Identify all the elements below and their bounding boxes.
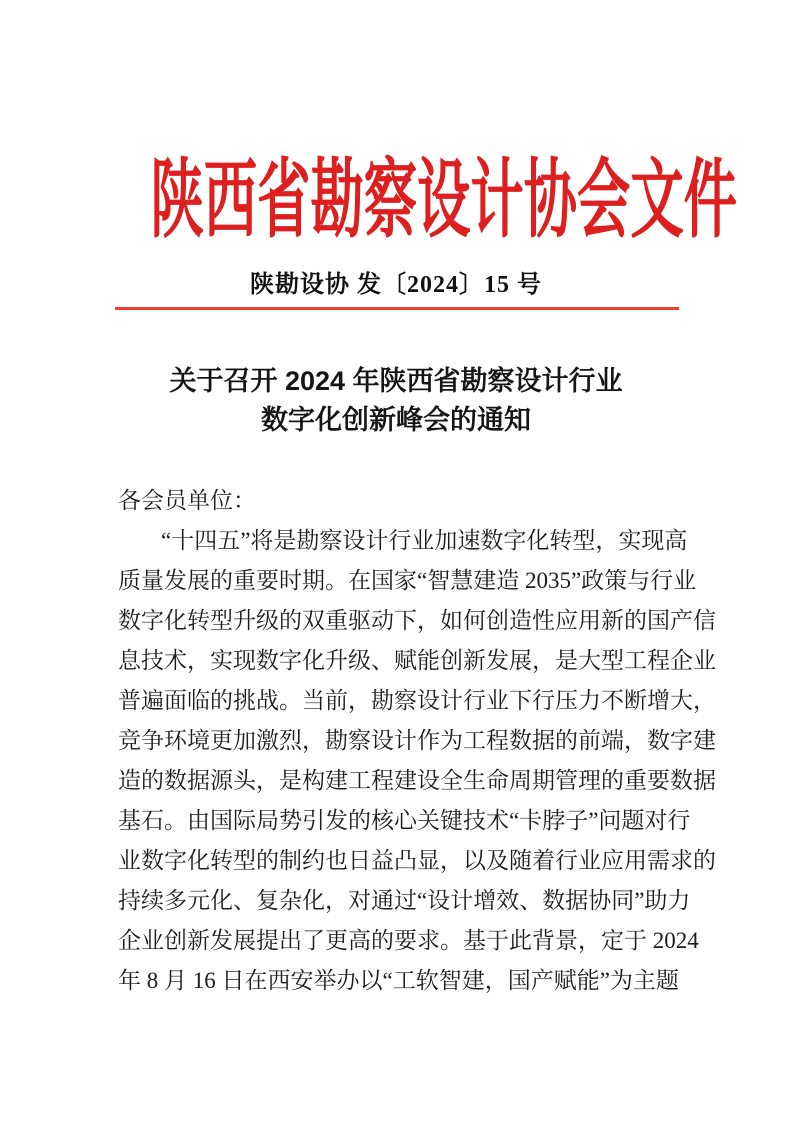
document-masthead-title: 陕西省勘察设计协会文件 <box>150 152 738 248</box>
body-line: 持续多元化、复杂化，对通过“设计增效、数据协同”助力 <box>118 888 691 913</box>
body-line: 年 8 月 16 日在西安举办以“工软智建，国产赋能”为主题 <box>118 968 679 993</box>
notice-title <box>0 362 792 440</box>
body-line: “十四五”将是勘察设计行业加速数字化转型，实现高 <box>161 528 688 553</box>
body-line: 数字化转型升级的双重驱动下，如何创造性应用新的国产信 <box>118 608 716 633</box>
notice-title-line-1: 关于召开 2024 年陕西省勘察设计行业 <box>169 366 623 396</box>
body-line: 普遍面临的挑战。当前，勘察设计行业下行压力不断增大， <box>118 688 716 713</box>
notice-title-line-2: 数字化创新峰会的通知 <box>261 405 531 435</box>
body-line: 质量发展的重要时期。在国家“智慧建造 2035”政策与行业 <box>118 568 697 593</box>
body-line: 基石。由国际局势引发的核心关键技术“卡脖子”问题对行 <box>118 808 691 833</box>
document-number: 陕勘设协 发〔2024〕15 号 <box>250 272 542 298</box>
body-line: 企业创新发展提出了更高的要求。基于此背景，定于 2024 <box>118 928 699 953</box>
salutation: 各会员单位： <box>118 488 256 513</box>
body-line: 业数字化转型的制约也日益凸显，以及随着行业应用需求的 <box>118 848 716 873</box>
red-divider-line <box>115 307 679 310</box>
notice-body <box>118 481 716 1001</box>
body-line: 竞争环境更加激烈，勘察设计作为工程数据的前端，数字建 <box>118 728 716 753</box>
body-line: 息技术，实现数字化升级、赋能创新发展，是大型工程企业 <box>118 648 716 673</box>
body-line: 造的数据源头，是构建工程建设全生命周期管理的重要数据 <box>118 768 716 793</box>
